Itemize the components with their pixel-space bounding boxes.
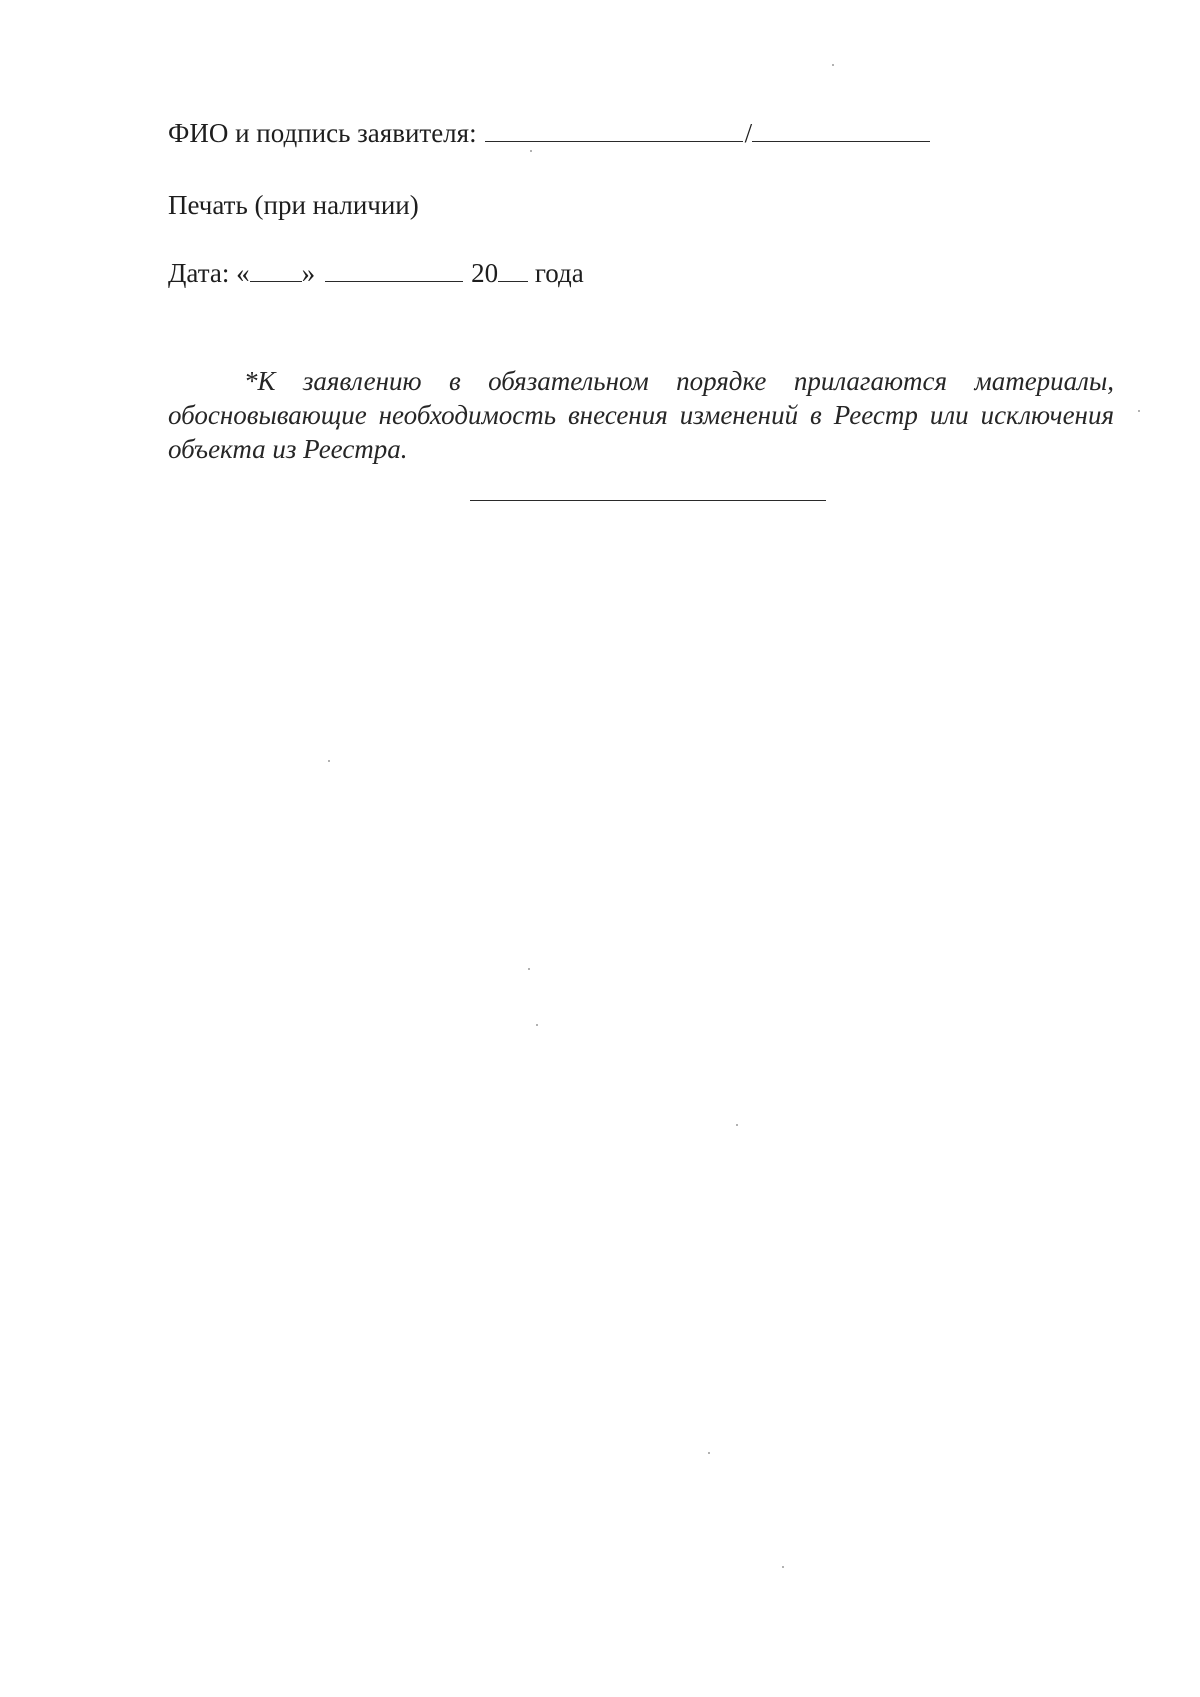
scan-speck <box>528 968 530 970</box>
date-suffix: года <box>534 258 584 288</box>
applicant-signature-blank[interactable] <box>752 119 930 142</box>
stamp-line: Печать (при наличии) <box>168 190 419 220</box>
scan-speck <box>736 1124 738 1126</box>
applicant-name-blank[interactable] <box>485 119 743 142</box>
scan-speck <box>1138 410 1140 412</box>
applicant-signature-label: ФИО и подпись заявителя: <box>168 118 477 148</box>
scan-speck <box>530 150 532 152</box>
date-label: Дата: « <box>168 258 250 288</box>
scan-speck <box>708 1452 710 1454</box>
date-line <box>168 256 584 290</box>
date-year-blank[interactable] <box>498 259 528 282</box>
date-close-quote: » <box>301 258 316 288</box>
signature-separator: / <box>744 118 753 148</box>
attachment-note-text: *К заявлению в обязательном порядке прилагаются материалы, обосновывающие необходимость внесения изменений в Реестр или исключения объекта из Реестра. <box>168 366 1114 464</box>
date-century: 20 <box>471 258 499 288</box>
closing-rule <box>470 500 826 501</box>
scan-speck <box>328 760 330 762</box>
applicant-signature-line <box>168 116 930 150</box>
scan-speck <box>782 1566 784 1568</box>
date-month-blank[interactable] <box>325 259 463 282</box>
scan-speck <box>536 1024 538 1026</box>
date-day-blank[interactable] <box>250 259 302 282</box>
attachment-note <box>168 364 1114 466</box>
scan-speck <box>832 64 834 66</box>
